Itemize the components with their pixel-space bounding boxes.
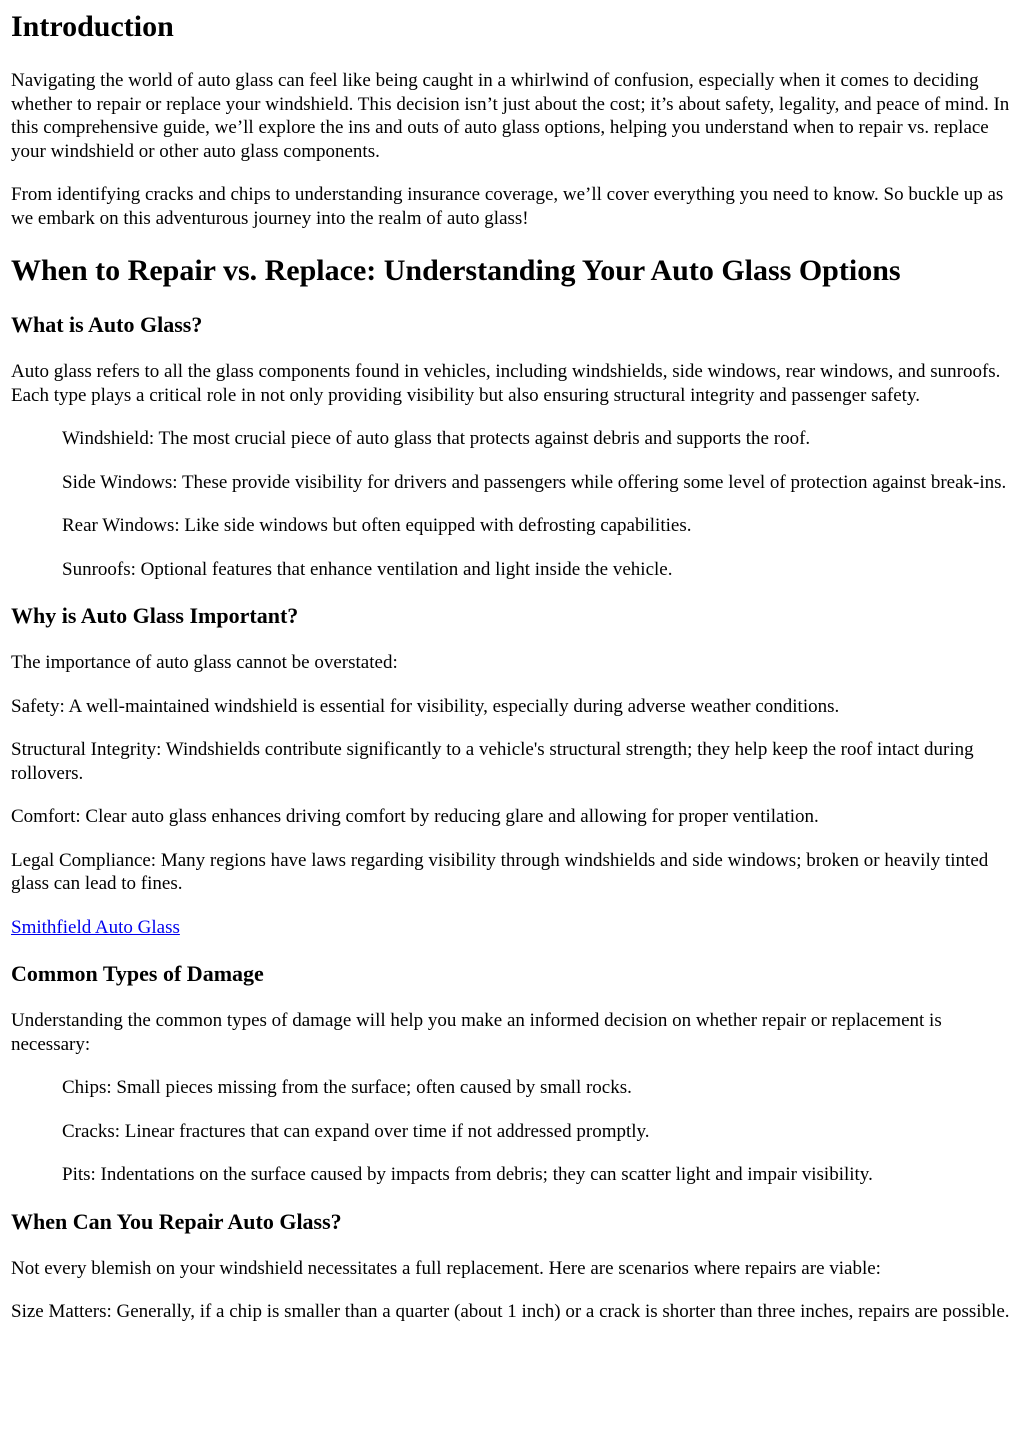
repair-intro: Not every blemish on your windshield necessitates a full replacement. Here are scenarios where repairs are viable: (11, 1257, 881, 1279)
list-item: Side Windows: These provide visibility for drivers and passengers while offering some level of protection against break-ins. (62, 471, 1007, 493)
damage-heading: Common Types of Damage (11, 961, 264, 986)
article (0, 10, 1024, 1324)
intro-heading: Introduction (11, 10, 174, 43)
list-item: Legal Compliance: Many regions have laws regarding visibility through windshields and side windows; broken or heavily tinted glass can lead to fines. (11, 849, 989, 894)
main-heading: When to Repair vs. Replace: Understanding Your Auto Glass Options (11, 254, 901, 287)
repair-heading: When Can You Repair Auto Glass? (11, 1208, 342, 1234)
list-item: Structural Integrity: Windshields contribute significantly to a vehicle's structural strength; they help keep the roof intact during rollovers. (11, 739, 974, 784)
list-item: Sunroofs: Optional features that enhance ventilation and light inside the vehicle. (62, 558, 673, 580)
damage-intro: Understanding the common types of damage will help you make an informed decision on whether repair or replacement is necessary: (11, 1010, 942, 1055)
list-item: Pits: Indentations on the surface caused by impacts from debris; they can scatter light and impair visibility. (62, 1164, 873, 1185)
list-item: Comfort: Clear auto glass enhances driving comfort by reducing glare and allowing for proper ventilation. (11, 806, 819, 827)
intro-paragraph-1: Navigating the world of auto glass can feel like being caught in a whirlwind of confusion, especially when it comes to deciding whether to repair or replace your windshield. This decision isn’t just about the cost; it’s about safety, legality, and peace of mind. In this comprehensive guide, we’ll explore the ins and outs of auto glass options, helping you understand when to repair vs. replace your windshield or other auto glass components. (11, 70, 1010, 162)
list-item: Chips: Small pieces missing from the surface; often caused by small rocks. (62, 1077, 632, 1098)
what-is-paragraph: Auto glass refers to all the glass components found in vehicles, including windshields, side windows, rear windows, and sunroofs. Each type plays a critical role in not only providing visibility but also ensuring structural integrity and passenger safety. (11, 361, 1001, 406)
list-item: Cracks: Linear fractures that can expand over time if not addressed promptly. (62, 1120, 650, 1142)
list-item: Safety: A well-maintained windshield is essential for visibility, especially during adverse weather conditions. (11, 695, 840, 717)
why-intro: The importance of auto glass cannot be overstated: (11, 652, 398, 673)
intro-paragraph-2: From identifying cracks and chips to understanding insurance coverage, we’ll cover everything you need to know. So buckle up as we embark on this adventurous journey into the realm of auto glass! (11, 184, 1004, 229)
why-heading: Why is Auto Glass Important? (11, 603, 299, 628)
repair-paragraph: Size Matters: Generally, if a chip is smaller than a quarter (about 1 inch) or a crack is shorter than three inches, repairs are possible. (11, 1301, 1010, 1322)
link-paragraph (11, 916, 1014, 940)
smithfield-auto-glass-link[interactable]: Smithfield Auto Glass (11, 916, 180, 938)
list-item: Rear Windows: Like side windows but often equipped with defrosting capabilities. (62, 515, 692, 536)
list-item: Windshield: The most crucial piece of auto glass that protects against debris and supports the roof. (62, 428, 811, 449)
what-is-heading: What is Auto Glass? (11, 312, 203, 337)
